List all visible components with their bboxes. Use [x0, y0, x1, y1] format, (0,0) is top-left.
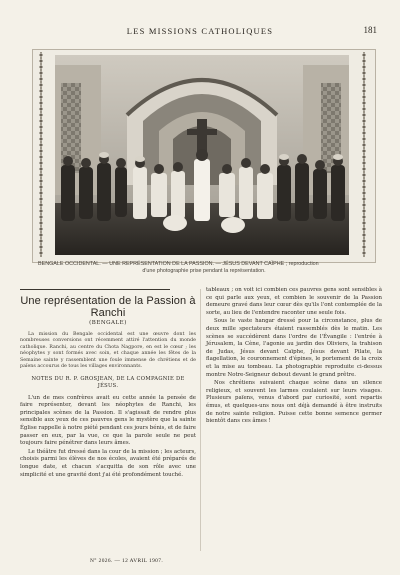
title-rule — [20, 289, 170, 290]
body-paragraph: Sous le vaste hangar dressé pour la circonstance, plus de deux mille spectateurs étaient rassemblés dès le matin. Les scènes se succédèrent dans l'ordre de l'Évangile : l'entrée à Jérusalem, la Cène, l'agonie au jardin des Oliviers, la trahison de Judas, Jésus devant Caïphe, Jésus devant Pilate, la flagellation, le couronnement d'épines, le portement de la croix et la mise au tombeau. La photographie reproduite ci-dessus montre Notre-Seigneur debout devant le grand prêtre. — [206, 318, 382, 378]
figure-caption — [38, 261, 370, 275]
column-divider — [200, 289, 201, 551]
notes-heading: NOTES DU R. P. GROSJEAN, DE LA COMPAGNIE DE JÉSUS. — [31, 376, 185, 390]
ornament-border-right — [359, 52, 369, 257]
article-place: (BENGALE) — [89, 320, 127, 326]
caption-line-1: BENGALE OCCIDENTAL. — UNE REPRÉSENTATION DE LA PASSION. — JÉSUS DEVANT CAÏPHE ; reproduction — [38, 261, 319, 267]
running-title: LES MISSIONS CATHOLIQUES — [126, 26, 274, 36]
ornament-border-left — [36, 52, 46, 257]
body-paragraph: Le théâtre fut dressé dans la cour de la mission ; les acteurs, choisis parmi les élèves de nos écoles, avaient été préparés de longue date, et chacun s'acquitta de son rôle avec une simplicité et une gravité dont j'ai été profondément touché. — [20, 448, 196, 478]
photograph — [55, 55, 349, 255]
column-right — [206, 287, 382, 426]
article-intro: La mission du Bengale occidental est une œuvre dont les nombreuses conversions ont récemment attiré l'attention du monde catholique. Ranchi, au centre du Chota Nagpore, en est le cœur ; les néophytes y sont formés avec soin, et chaque année les fêtes de la Semaine sainte y rassemblent une foule immense de chrétiens et de païens accourus de tous les villages environnants. — [20, 332, 196, 370]
body-paragraph: Nos chrétiens suivaient chaque scène dans un silence religieux, et souvent les larmes coulaient sur leurs visages. Plusieurs païens, venus d'abord par curiosité, sont repartis émus, et quelques-uns nous ont déjà demandé à être instruits de notre sainte religion. Puisse cette bonne semence germer bientôt dans ces âmes ! — [206, 380, 382, 425]
photograph-drawing — [55, 55, 349, 255]
issue-signature: N° 2026. — 12 AVRIL 1907. — [90, 558, 164, 564]
column-left — [20, 287, 196, 479]
body-paragraph: tableaux ; on voit ici combien ces pauvres gens sont sensibles à ce qui parle aux yeux, et combien le souvenir de la Passion demeure gravé dans leur cœur dès qu'ils l'ont contemplée de la sorte, au lieu de l'entendre raconter une seule fois. — [206, 287, 382, 316]
body-paragraph: L'un de mes confrères avait eu cette année la pensée de faire représenter, devant les néophytes de Ranchi, les principales scènes de la Passion. Il s'agissait de rendre plus sensible aux yeux de ces pauvres gens le mystère que la sainte Église rappelle à notre piété pendant ces jours bénis, et de faire passer en eux, par la vue, ce que la parole seule ne peut toujours faire pénétrer dans leurs âmes. — [20, 394, 196, 447]
page-number: 181 — [363, 25, 377, 35]
article-title: Une représentation de la Passion à Ranchi — [20, 295, 196, 319]
caption-line-2: d'une photographie prise pendant la représentation. — [142, 268, 266, 274]
